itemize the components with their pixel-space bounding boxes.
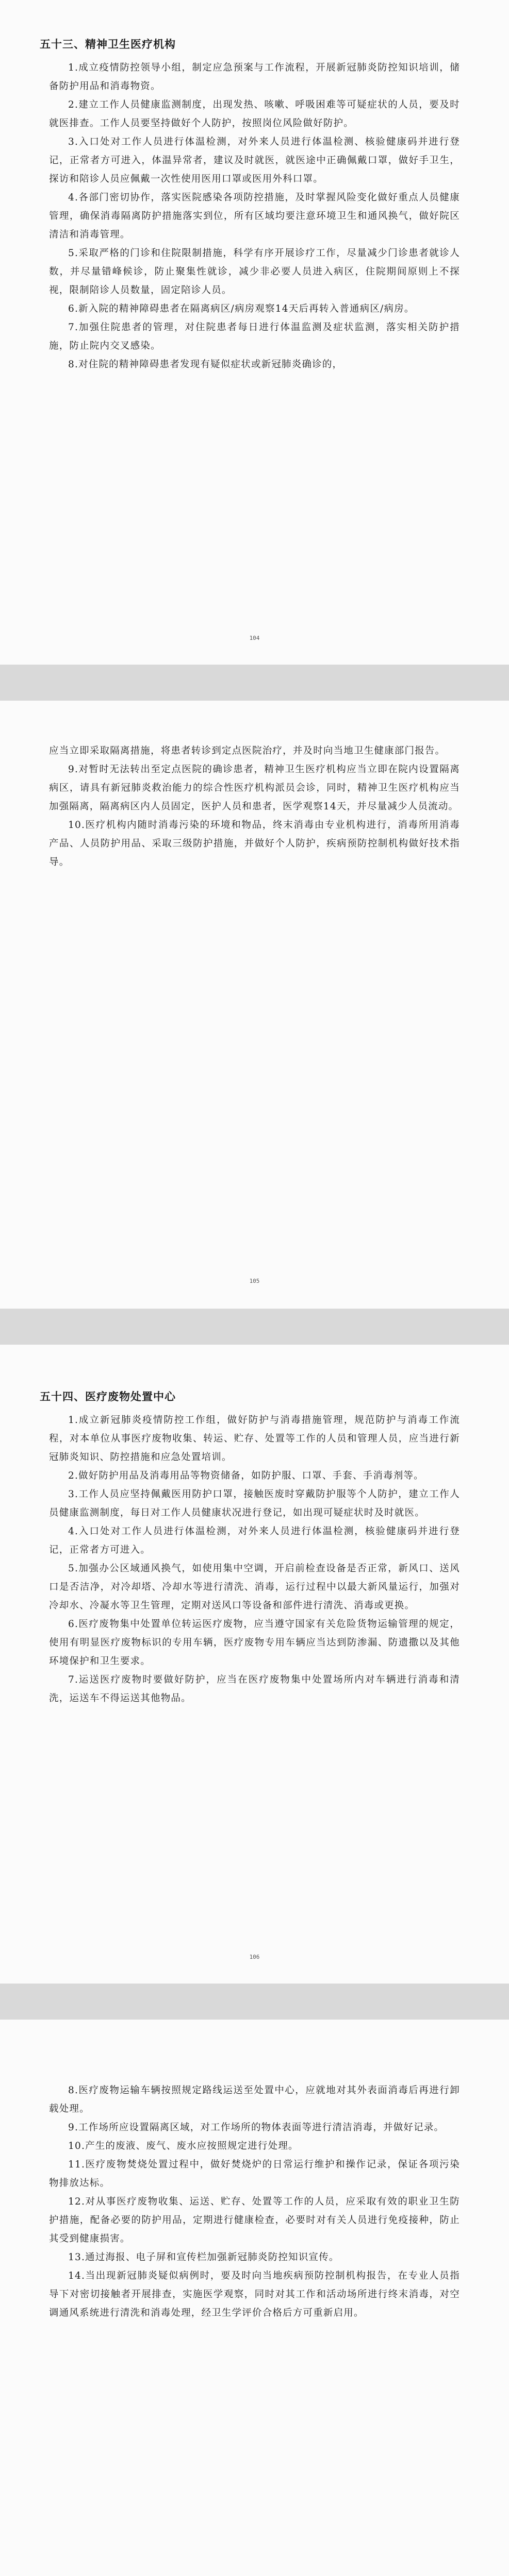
page-separator xyxy=(0,1984,509,2020)
page-separator xyxy=(0,1309,509,1345)
paragraph: 7.运送医疗废物时要做好防护，应当在医疗废物集中处置场所内对车辆进行消毒和清洗，运送车不得运送其他物品。 xyxy=(49,1674,460,1704)
paragraph: 11.医疗废物焚烧处置过程中，做好焚烧炉的日常运行维护和操作记录，保证各项污染物排放达标。 xyxy=(49,2159,460,2189)
paragraph: 3.入口处对工作人员进行体温检测，对外来人员进行体温检测、核验健康码并进行登记，正常者方可进入，体温异常者，建议及时就医，就医途中正确佩戴口罩，做好手卫生，探访和陪诊人员应佩戴一次性使用医用口罩或医用外科口罩。 xyxy=(49,137,460,184)
document-page-3 xyxy=(0,1345,509,1984)
paragraph: 4.各部门密切协作，落实医院感染各项防控措施，及时掌握风险变化做好重点人员健康管理，确保消毒隔离防护措施落实到位，所有区域均要注意环境卫生和通风换气，做好院区清洁和消毒管理。 xyxy=(49,192,460,240)
document-page-1 xyxy=(0,0,509,665)
page-number: 106 xyxy=(249,1954,260,1960)
paragraph: 10.产生的废液、废气、废水应按照规定进行处理。 xyxy=(68,2141,299,2151)
document-page-4 xyxy=(0,2020,509,2576)
paragraph: 9.对暂时无法转出至定点医院的确诊患者，精神卫生医疗机构应当立即在院内设置隔离病区，请具有新冠肺炎救治能力的综合性医疗机构派员会诊，同时，精神卫生医疗机构应当加强隔离，隔离病区内人员固定，医护人员和患者，医学观察14天，并尽量减少人员流动。 xyxy=(49,764,460,812)
document-page-2 xyxy=(0,701,509,1309)
paragraph: 5.采取严格的门诊和住院限制措施，科学有序开展诊疗工作，尽量减少门诊患者就诊人数，并尽量错峰候诊，防止聚集性就诊，减少非必要人员进入病区，住院期间原则上不探视，限制陪诊人员数量，固定陪诊人员。 xyxy=(49,248,460,296)
paragraph: 8.对住院的精神障碍患者发现有疑似症状或新冠肺炎确诊的， xyxy=(68,359,343,370)
page-number: 105 xyxy=(249,1278,260,1284)
section-title: 五十三、精神卫生医疗机构 xyxy=(40,38,176,50)
page-number: 104 xyxy=(249,635,260,641)
paragraph: 6.新入院的精神障碍患者在隔离病区/病房观察14天后再转入普通病区/病房。 xyxy=(68,303,415,314)
page-separator xyxy=(0,665,509,701)
paragraph: 7.加强住院患者的管理，对住院患者每日进行体温监测及症状监测，落实相关防护措施，防止院内交叉感染。 xyxy=(49,322,460,351)
paragraph: 应当立即采取隔离措施，将患者转诊到定点医院治疗，并及时向当地卫生健康部门报告。 xyxy=(49,745,446,756)
paragraph: 2.建立工作人员健康监测制度，出现发热、咳嗽、呼吸困难等可疑症状的人员，要及时就医排查。工作人员要坚持做好个人防护，按照岗位风险做好防护。 xyxy=(49,99,460,129)
paragraph: 2.做好防护用品及消毒用品等物资储备，如防护服、口罩、手套、手消毒剂等。 xyxy=(68,1470,424,1481)
paragraph: 5.加强办公区域通风换气，如使用集中空调，开启前检查设备是否正常，新风口、送风口是否洁净，对冷却塔、冷却水等进行清洗、消毒，运行过程中以最大新风量运行，加强对冷却水、冷凝水等卫生管理，定期对送风口等设备和部件进行清洗、消毒或更换。 xyxy=(49,1563,460,1611)
paragraph: 9.工作场所应设置隔离区域，对工作场所的物体表面等进行清洁消毒，并做好记录。 xyxy=(68,2122,445,2133)
paragraph: 13.通过海报、电子屏和宣传栏加强新冠肺炎防控知识宣传。 xyxy=(68,2252,339,2263)
paragraph: 14.当出现新冠肺炎疑似病例时，要及时向当地疾病预防控制机构报告，在专业人员指导下对密切接触者开展排查，实施医学观察，同时对其工作和活动场所进行终末消毒，对空调通风系统进行清洗和消毒处理，经卫生学评价合格后方可重新启用。 xyxy=(49,2270,460,2318)
paragraph: 6.医疗废物集中处置单位转运医疗废物，应当遵守国家有关危险货物运输管理的规定，使用有明显医疗废物标识的专用车辆，医疗废物专用车辆应当达到防渗漏、防遗撒以及其他环境保护和卫生要求。 xyxy=(49,1619,460,1667)
paragraph: 3.工作人员应坚持佩戴医用防护口罩，接触医废时穿戴防护服等个人防护，建立工作人员健康监测制度，每日对工作人员健康状况进行登记，如出现可疑症状时及时就医。 xyxy=(49,1489,460,1518)
paragraph: 10.医疗机构内随时消毒污染的环境和物品，终末消毒由专业机构进行，消毒所用消毒产品、人员防护用品、采取三级防护措施，并做好个人防护，疾病预防控制机构做好技术指导。 xyxy=(49,820,460,868)
section-title: 五十四、医疗废物处置中心 xyxy=(40,1391,176,1403)
paragraph: 4.入口处对工作人员进行体温检测，对外来人员进行体温检测，核验健康码并进行登记，正常者方可进入。 xyxy=(49,1526,460,1555)
paragraph: 12.对从事医疗废物收集、运送、贮存、处置等工作的人员，应采取有效的职业卫生防护措施，配备必要的防护用品，定期进行健康检查，必要时对有关人员进行免疫接种，防止其受到健康损害。 xyxy=(49,2196,460,2244)
paragraph: 1.成立新冠肺炎疫情防控工作组，做好防护与消毒措施管理，规范防护与消毒工作流程，对本单位从事医疗废物收集、转运、贮存、处置等工作的人员和管理人员，应当进行新冠肺炎知识、防控措施和应急处置培训。 xyxy=(49,1415,460,1463)
paragraph: 8.医疗废物运输车辆按照规定路线运送至处置中心，应就地对其外表面消毒后再进行卸载处理。 xyxy=(49,2085,460,2114)
paragraph: 1.成立疫情防控领导小组，制定应急预案与工作流程，开展新冠肺炎防控知识培训，储备防护用品和消毒物资。 xyxy=(49,62,460,92)
